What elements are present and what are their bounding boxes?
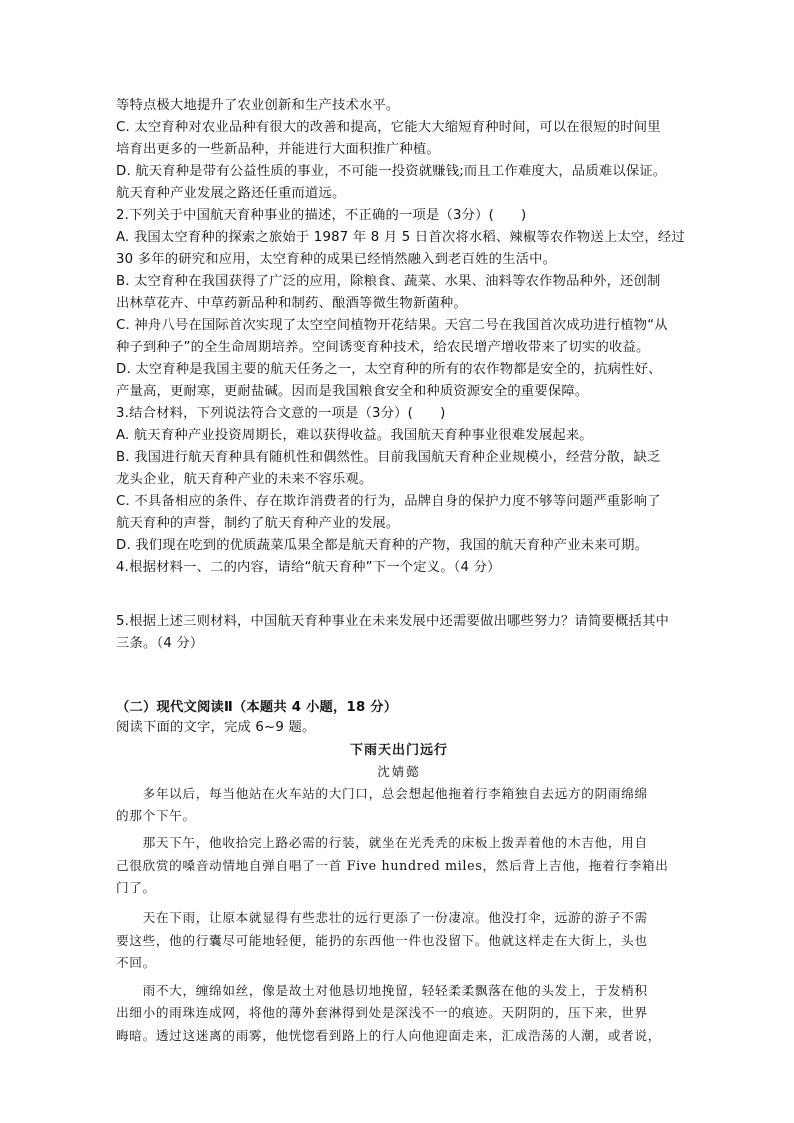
option-b-line: B. 太空育种在我国获得了广泛的应用，除粮食、蔬菜、水果、油料等农作物品种外，还创制 xyxy=(116,274,661,289)
story-line: 那天下午，他收拾完上路必需的行装，就坐在光秃秃的床板上拨弄着他的木吉他，用自 xyxy=(116,835,648,850)
option-b-line: B. 我国进行航天育种具有随机性和偶然性。目前我国航天育种企业规模小，经营分散，缺乏 xyxy=(116,450,661,465)
option-a-line: A. 我国太空育种的探索之旅始于 1987 年 8 月 5 日首次将水稻、辣椒等农作物送上太空，经过 xyxy=(116,230,685,245)
story-line: 的那个下午。 xyxy=(116,808,196,823)
question-2: 2.下列关于中国航天育种事业的描述，不正确的一项是（3分）( ) xyxy=(116,208,527,223)
story-line: 门了。 xyxy=(116,880,156,895)
text-line: 产量高，更耐寒，更耐盐碱。因而是我国粮食安全和种质资源安全的重要保障。 xyxy=(116,384,589,399)
story-line: 出细小的雨珠连成网，将他的薄外套淋得到处是深浅不一的痕迹。天阴阴的，压下来，世界 xyxy=(116,1005,648,1020)
story-line: 不回。 xyxy=(116,955,156,970)
story-line: 己很欣赏的嗓音动情地自弹自唱了一首 Five hundred miles，然后背上吉他，拖着行李箱出 xyxy=(116,858,669,873)
option-a-line: A. 航天育种产业投资周期长，难以获得收益。我国航天育种事业很难发展起来。 xyxy=(116,428,593,443)
text-line: 30 多年的研究和应用，太空育种的成果已经悄然融入到老百姓的生活中。 xyxy=(116,252,557,267)
text-line: 航天育种产业发展之路还任重而道远。 xyxy=(116,186,346,201)
question-3: 3.结合材料，下列说法符合文意的一项是（3分）( ) xyxy=(116,406,446,421)
text-line: 种子到种子”的全生命周期培养。空间诱变育种技术，给农民增产增收带来了切实的收益。 xyxy=(116,340,650,355)
option-d-line: D. 航天育种是带有公益性质的事业，不可能一投资就赚钱;而且工作难度大，品质难以保证。 xyxy=(116,164,667,179)
story-line: 雨不大，缠绵如丝，像是故土对他恳切地挽留，轻轻柔柔飘落在他的头发上，于发梢积 xyxy=(116,983,648,998)
option-c-line: C. 不具备相应的条件、存在欺诈消费者的行为，品牌自身的保护力度不够等问题严重影响了 xyxy=(116,494,661,509)
text-line: 培育出更多的一些新品种，并能进行大面积推广种植。 xyxy=(116,142,440,157)
instruction: 阅读下面的文字，完成 6~9 题。 xyxy=(116,720,316,735)
text-line: 三条。（4 分） xyxy=(116,636,204,651)
text-line: 航天育种的声誉，制约了航天育种产业的发展。 xyxy=(116,516,400,531)
option-d-line: D. 我们现在吃到的优质蔬菜瓜果全都是航天育种的产物，我国的航天育种产业未来可期。 xyxy=(116,538,649,553)
question-4: 4.根据材料一、二的内容，请给“航天育种”下一个定义。（4 分） xyxy=(116,560,501,575)
question-5: 5.根据上述三则材料，中国航天育种事业在未来发展中还需要做出哪些努力？请简要概括其中 xyxy=(116,614,669,629)
text-line: 等特点极大地提升了农业创新和生产技术水平。 xyxy=(116,98,400,113)
story-line: 天在下雨，让原本就显得有些悲壮的远行更添了一份凄凉。他没打伞，远游的游子不需 xyxy=(116,910,648,925)
text-line: 龙头企业，航天育种产业的未来不容乐观。 xyxy=(116,472,373,487)
story-author: 沈婧懿 xyxy=(377,764,421,779)
story-line: 要这些，他的行囊尽可能地轻便，能扔的东西他一件也没留下。他就这样走在大街上，头也 xyxy=(116,933,648,948)
section-heading: （二）现代文阅读Ⅱ（本题共 4 小题，18 分） xyxy=(116,700,398,715)
text-line: 出林草花卉、中草药新品种和制药、酿酒等微生物新菌种。 xyxy=(116,296,467,311)
option-c-line: C. 神舟八号在国际首次实现了太空空间植物开花结果。天宫二号在我国首次成功进行植物“从 xyxy=(116,318,668,333)
option-d-line: D. 太空育种是我国主要的航天任务之一，太空育种的所有的农作物都是安全的，抗病性好、 xyxy=(116,362,662,377)
option-c-line: C. 太空育种对农业品种有很大的改善和提高，它能大大缩短育种时间，可以在很短的时间里 xyxy=(116,120,661,135)
story-line: 晦暗。透过这迷离的雨雾，他恍惚看到路上的行人向他迎面走来，汇成浩荡的人潮，或者说， xyxy=(116,1028,662,1043)
story-line: 多年以后，每当他站在火车站的大门口，总会想起他拖着行李箱独自去远方的阴雨绵绵 xyxy=(116,786,648,801)
story-title: 下雨天出门远行 xyxy=(349,743,448,758)
